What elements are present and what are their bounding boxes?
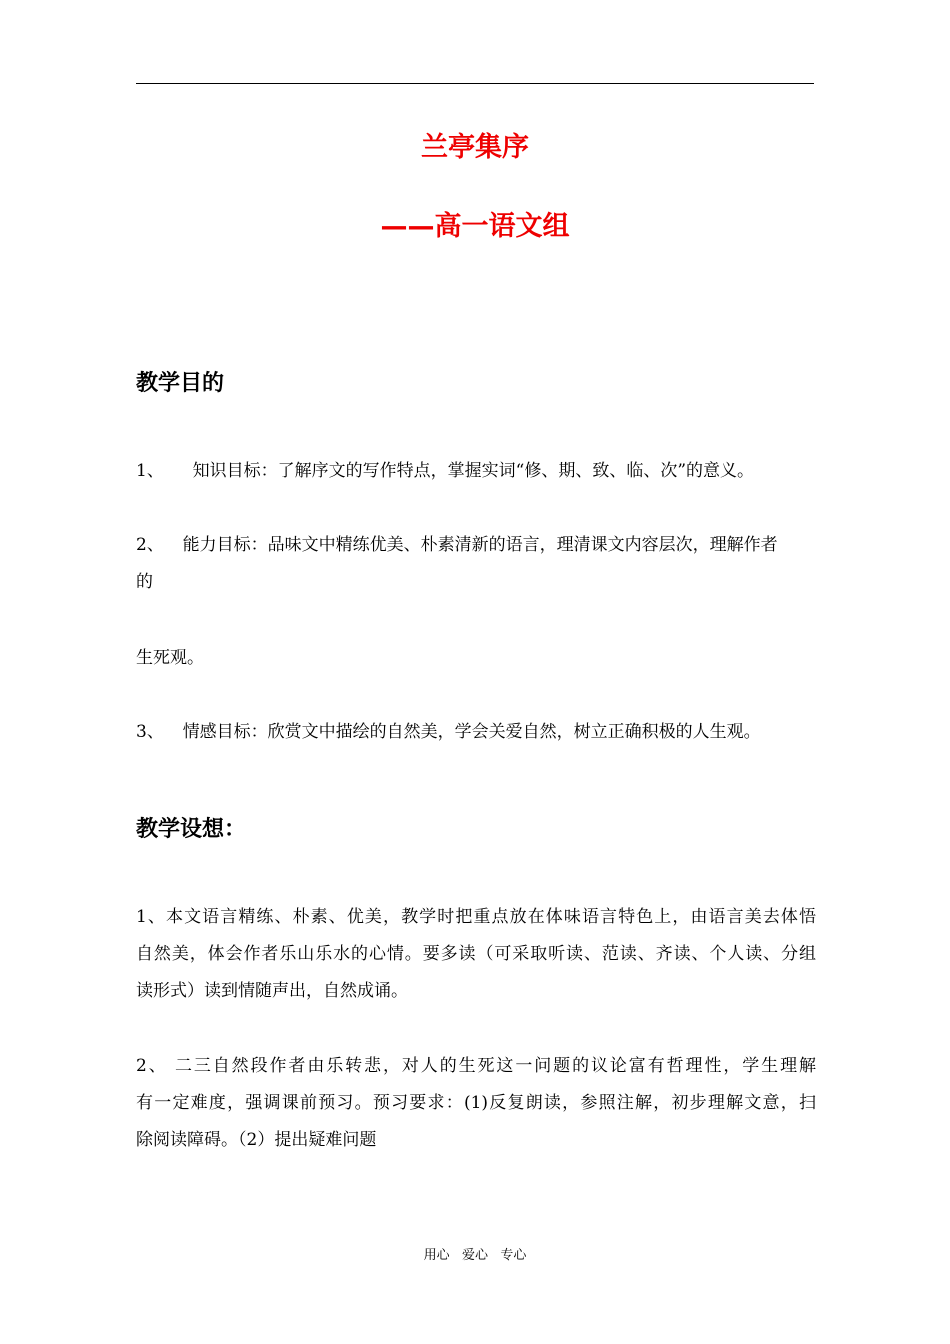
section-heading-design: 教学设想： — [136, 817, 247, 842]
objective-text-line1: 能力目标：品味文中精练优美、朴素清新的语言，理清课文内容层次，理解作者 — [182, 535, 778, 555]
objective-number: 3、 — [136, 722, 164, 742]
objective-item-3 — [136, 714, 816, 751]
objective-item-2 — [136, 527, 816, 564]
design-line: 读形式）读到情随声出，自然成诵。 — [136, 981, 408, 1001]
objective-item-1 — [136, 453, 816, 490]
design-item-2 — [136, 1048, 816, 1159]
objective-item-2-wrap — [136, 564, 816, 601]
design-item-1 — [136, 899, 816, 1010]
objective-item-2-cont — [136, 640, 816, 677]
page-footer: 用心 爱心 专心 — [423, 1248, 527, 1263]
design-line: 自然美，体会作者乐山乐水的心情。要多读（可采取听读、范读、齐读、个人读、分组 — [136, 944, 816, 964]
objective-text: 知识目标：了解序文的写作特点，掌握实词“修、期、致、临、次”的意义。 — [192, 461, 755, 481]
design-line: 1、本文语言精练、朴素、优美，教学时把重点放在体味语言特色上，由语言美去体悟 — [136, 907, 816, 927]
document-subtitle: ——高一语文组 — [380, 211, 570, 242]
objective-text-line3: 生死观。 — [136, 648, 204, 668]
section-heading-objectives: 教学目的 — [136, 371, 225, 396]
header-rule — [136, 83, 814, 84]
document-title: 兰亭集序 — [421, 132, 529, 163]
design-line: 有一定难度，强调课前预习。预习要求：(1)反复朗读，参照注解，初步理解文意，扫 — [136, 1093, 816, 1113]
objective-text-line2: 的 — [136, 572, 153, 592]
objective-number: 1、 — [136, 461, 164, 481]
objective-text: 情感目标：欣赏文中描绘的自然美，学会关爱自然，树立正确积极的人生观。 — [182, 722, 761, 742]
design-line: 2、 二三自然段作者由乐转悲，对人的生死这一问题的议论富有哲理性，学生理解 — [136, 1056, 816, 1076]
design-line: 除阅读障碍。（2）提出疑难问题 — [136, 1130, 377, 1150]
objective-number: 2、 — [136, 535, 164, 555]
